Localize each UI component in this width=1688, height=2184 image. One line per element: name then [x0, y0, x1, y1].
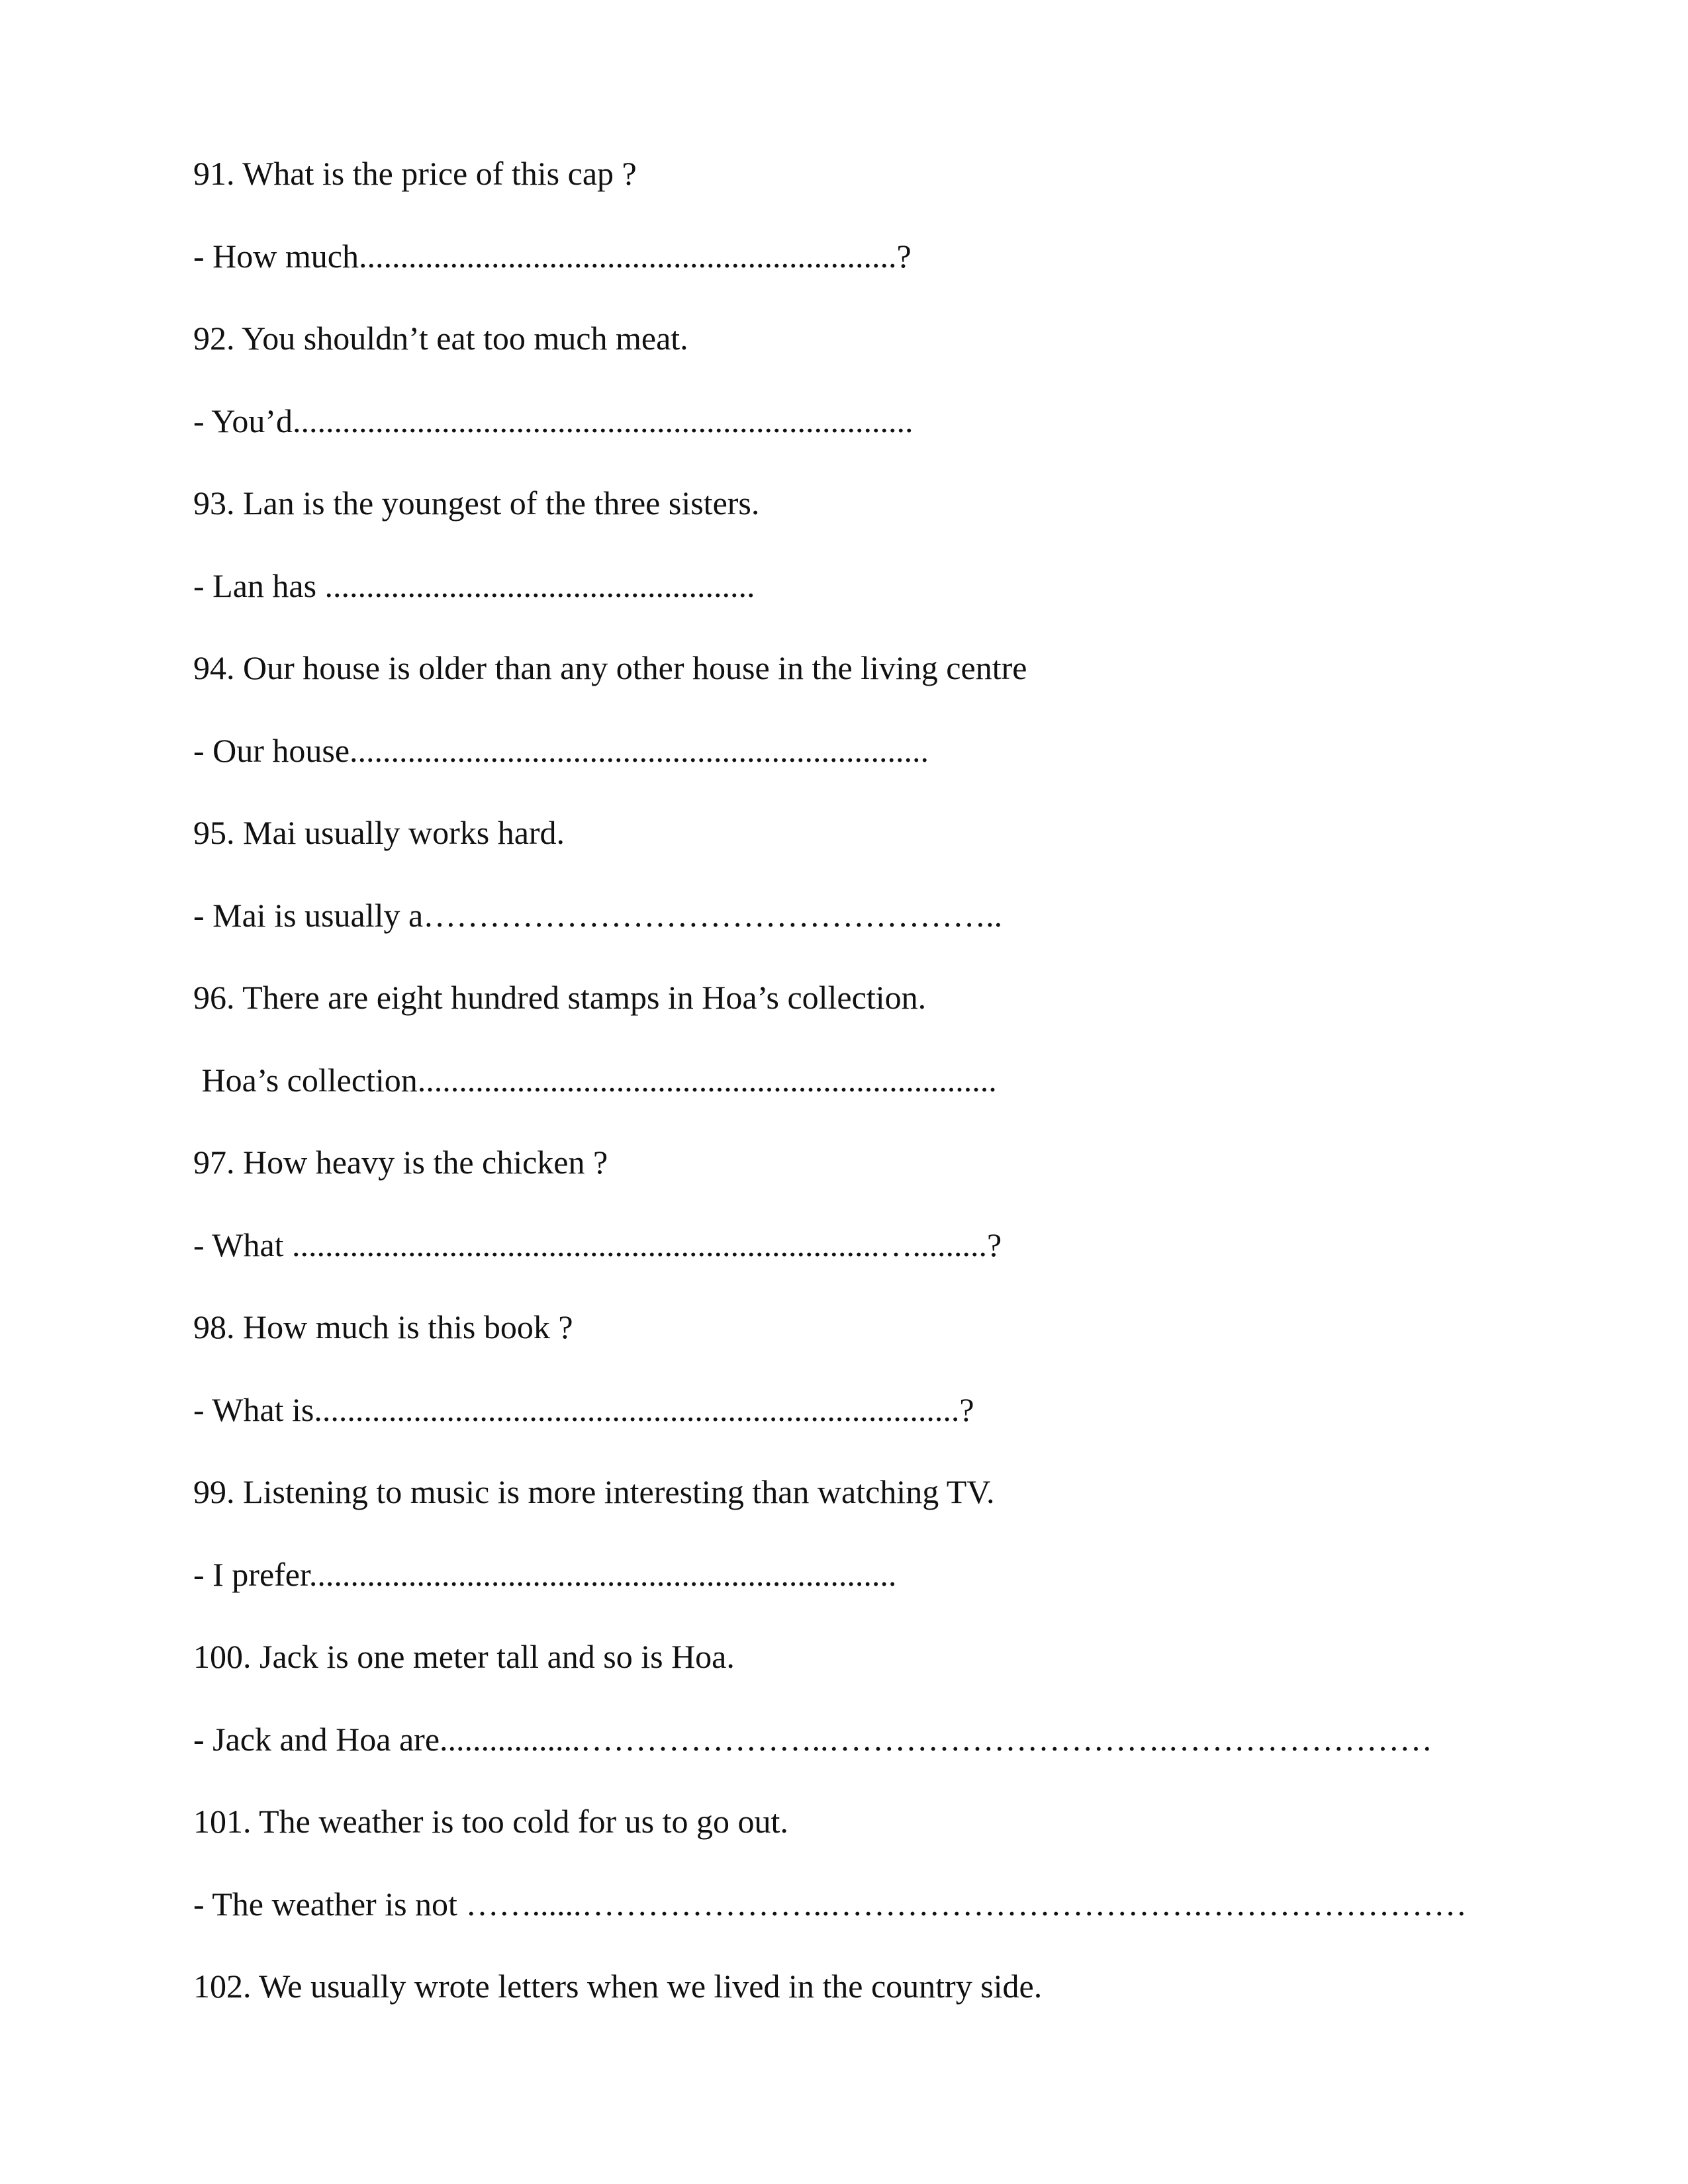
question-95: 95. Mai usually works hard. — [193, 814, 565, 851]
question-91: 91. What is the price of this cap ? — [193, 155, 637, 192]
answer-line-95: - Mai is usually a…………………………………………….. — [193, 896, 1003, 934]
exercise-list — [193, 154, 1517, 2049]
answer-line-98: - What is..............................................................................? — [193, 1390, 974, 1428]
answer-line-93: - Lan has .................................................... — [193, 567, 755, 604]
question-101: 101. The weather is too cold for us to go out. — [193, 1803, 788, 1840]
answer-line-101: - The weather is not ……......…………………..…………………………….…………………… — [193, 1885, 1467, 1923]
answer-line-99: - I prefer....................................................................... — [193, 1555, 897, 1593]
question-94: 94. Our house is older than any other house in the living centre — [193, 649, 1027, 686]
question-97: 97. How heavy is the chicken ? — [193, 1144, 608, 1181]
question-102: 102. We usually wrote letters when we lived in the country side. — [193, 1968, 1043, 2005]
answer-line-91: - How much.................................................................? — [193, 237, 912, 275]
question-98: 98. How much is this book ? — [193, 1308, 573, 1345]
question-99: 99. Listening to music is more interesting than watching TV. — [193, 1473, 995, 1510]
answer-line-94: - Our house...................................................................... — [193, 731, 929, 769]
question-100: 100. Jack is one meter tall and so is Hoa. — [193, 1638, 735, 1675]
answer-line-97: - What .......................................................................….........? — [193, 1226, 1002, 1263]
answer-line-96: Hoa’s collection...................................................................... — [193, 1061, 997, 1099]
question-96: 96. There are eight hundred stamps in Hoa’s collection. — [193, 979, 927, 1016]
question-93: 93. Lan is the youngest of the three sisters. — [193, 484, 760, 522]
answer-line-100: - Jack and Hoa are.................…………………..………………………….…………………… — [193, 1720, 1433, 1758]
answer-line-92: - You’d........................................................................... — [193, 402, 914, 439]
question-92: 92. You shouldn’t eat too much meat. — [193, 320, 688, 357]
